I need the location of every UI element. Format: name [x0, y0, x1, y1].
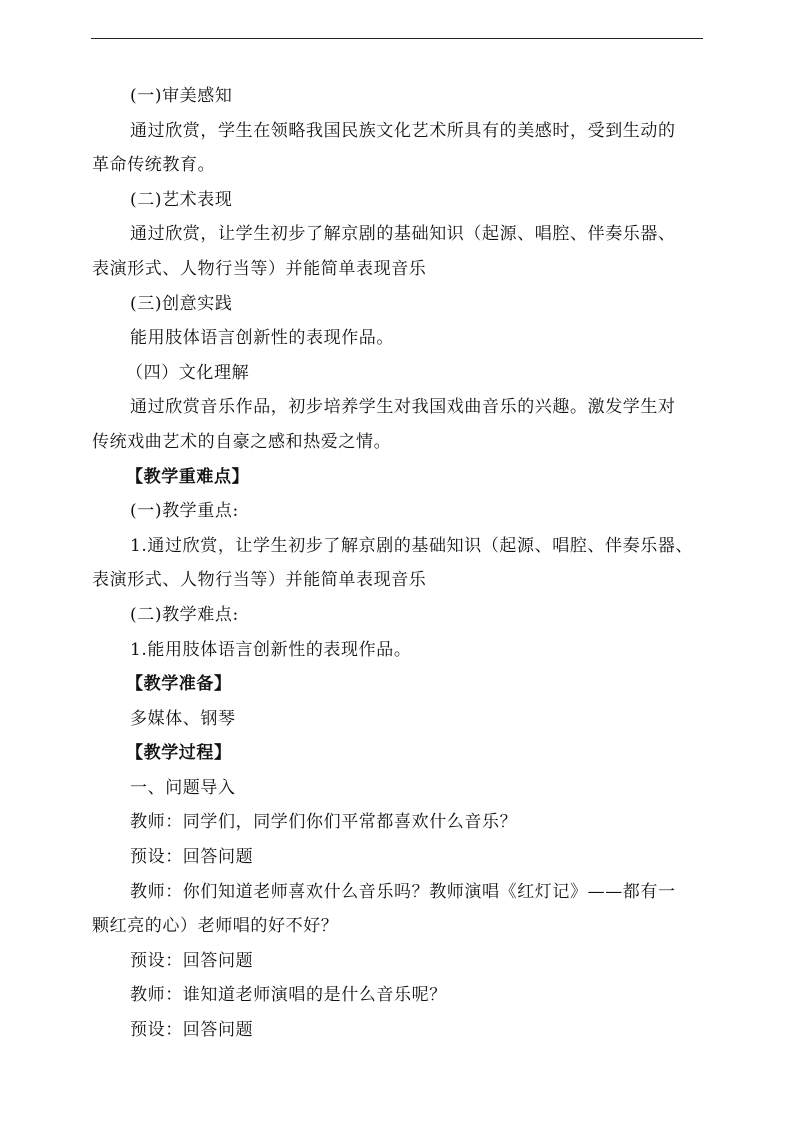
paragraph-line: 通过欣赏，学生在领略我国民族文化艺术所具有的美感时，受到生动的 — [130, 120, 676, 141]
paragraph-line: 教师：谁知道老师演唱的是什么音乐呢？ — [130, 985, 447, 1006]
paragraph-line: (三)创意实践 — [130, 293, 233, 314]
paragraph-line: (一)教学重点: — [130, 501, 239, 522]
document-body — [92, 79, 704, 1048]
paragraph-line: (二)教学难点: — [130, 604, 239, 625]
paragraph-line: 能用肢体语言创新性的表现作品。 — [130, 328, 394, 349]
paragraph-line: 表演形式、人物行当等）并能简单表现音乐 — [92, 570, 427, 591]
paragraph-line: （四）文化理解 — [126, 362, 250, 383]
paragraph-line: 颗红亮的心）老师唱的好不好？ — [92, 916, 339, 937]
section-heading: 【教学准备】 — [126, 674, 232, 695]
header-rule — [91, 38, 703, 39]
paragraph-line: 预设：回答问题 — [130, 847, 254, 868]
section-heading: 【教学重难点】 — [126, 466, 250, 487]
paragraph-line: 通过欣赏音乐作品，初步培养学生对我国戏曲音乐的兴趣。激发学生对 — [130, 397, 676, 418]
paragraph-line: 教师：同学们，同学们你们平常都喜欢什么音乐？ — [130, 812, 518, 833]
paragraph-line: 传统戏曲艺术的自豪之感和热爱之情。 — [92, 431, 392, 452]
paragraph-line: 1.能用肢体语言创新性的表现作品。 — [130, 639, 412, 660]
section-heading: 【教学过程】 — [126, 743, 232, 764]
paragraph-line: 教师：你们知道老师喜欢什么音乐吗？教师演唱《红灯记》——都有一 — [130, 881, 676, 902]
paragraph-line: 表演形式、人物行当等）并能简单表现音乐 — [92, 258, 427, 279]
paragraph-line: 预设：回答问题 — [130, 1020, 254, 1041]
paragraph-line: 预设：回答问题 — [130, 950, 254, 971]
paragraph-line: (一)审美感知 — [130, 86, 233, 106]
paragraph-line: 1.通过欣赏，让学生初步了解京剧的基础知识（起源、唱腔、伴奏乐器、 — [130, 535, 694, 556]
paragraph-line: 通过欣赏，让学生初步了解京剧的基础知识（起源、唱腔、伴奏乐器、 — [130, 224, 676, 245]
paragraph-line: (二)艺术表现 — [130, 189, 233, 210]
paragraph-line: 一、问题导入 — [130, 777, 236, 798]
paragraph-line: 多媒体、钢琴 — [130, 708, 236, 729]
paragraph-line: 革命传统教育。 — [92, 155, 216, 176]
